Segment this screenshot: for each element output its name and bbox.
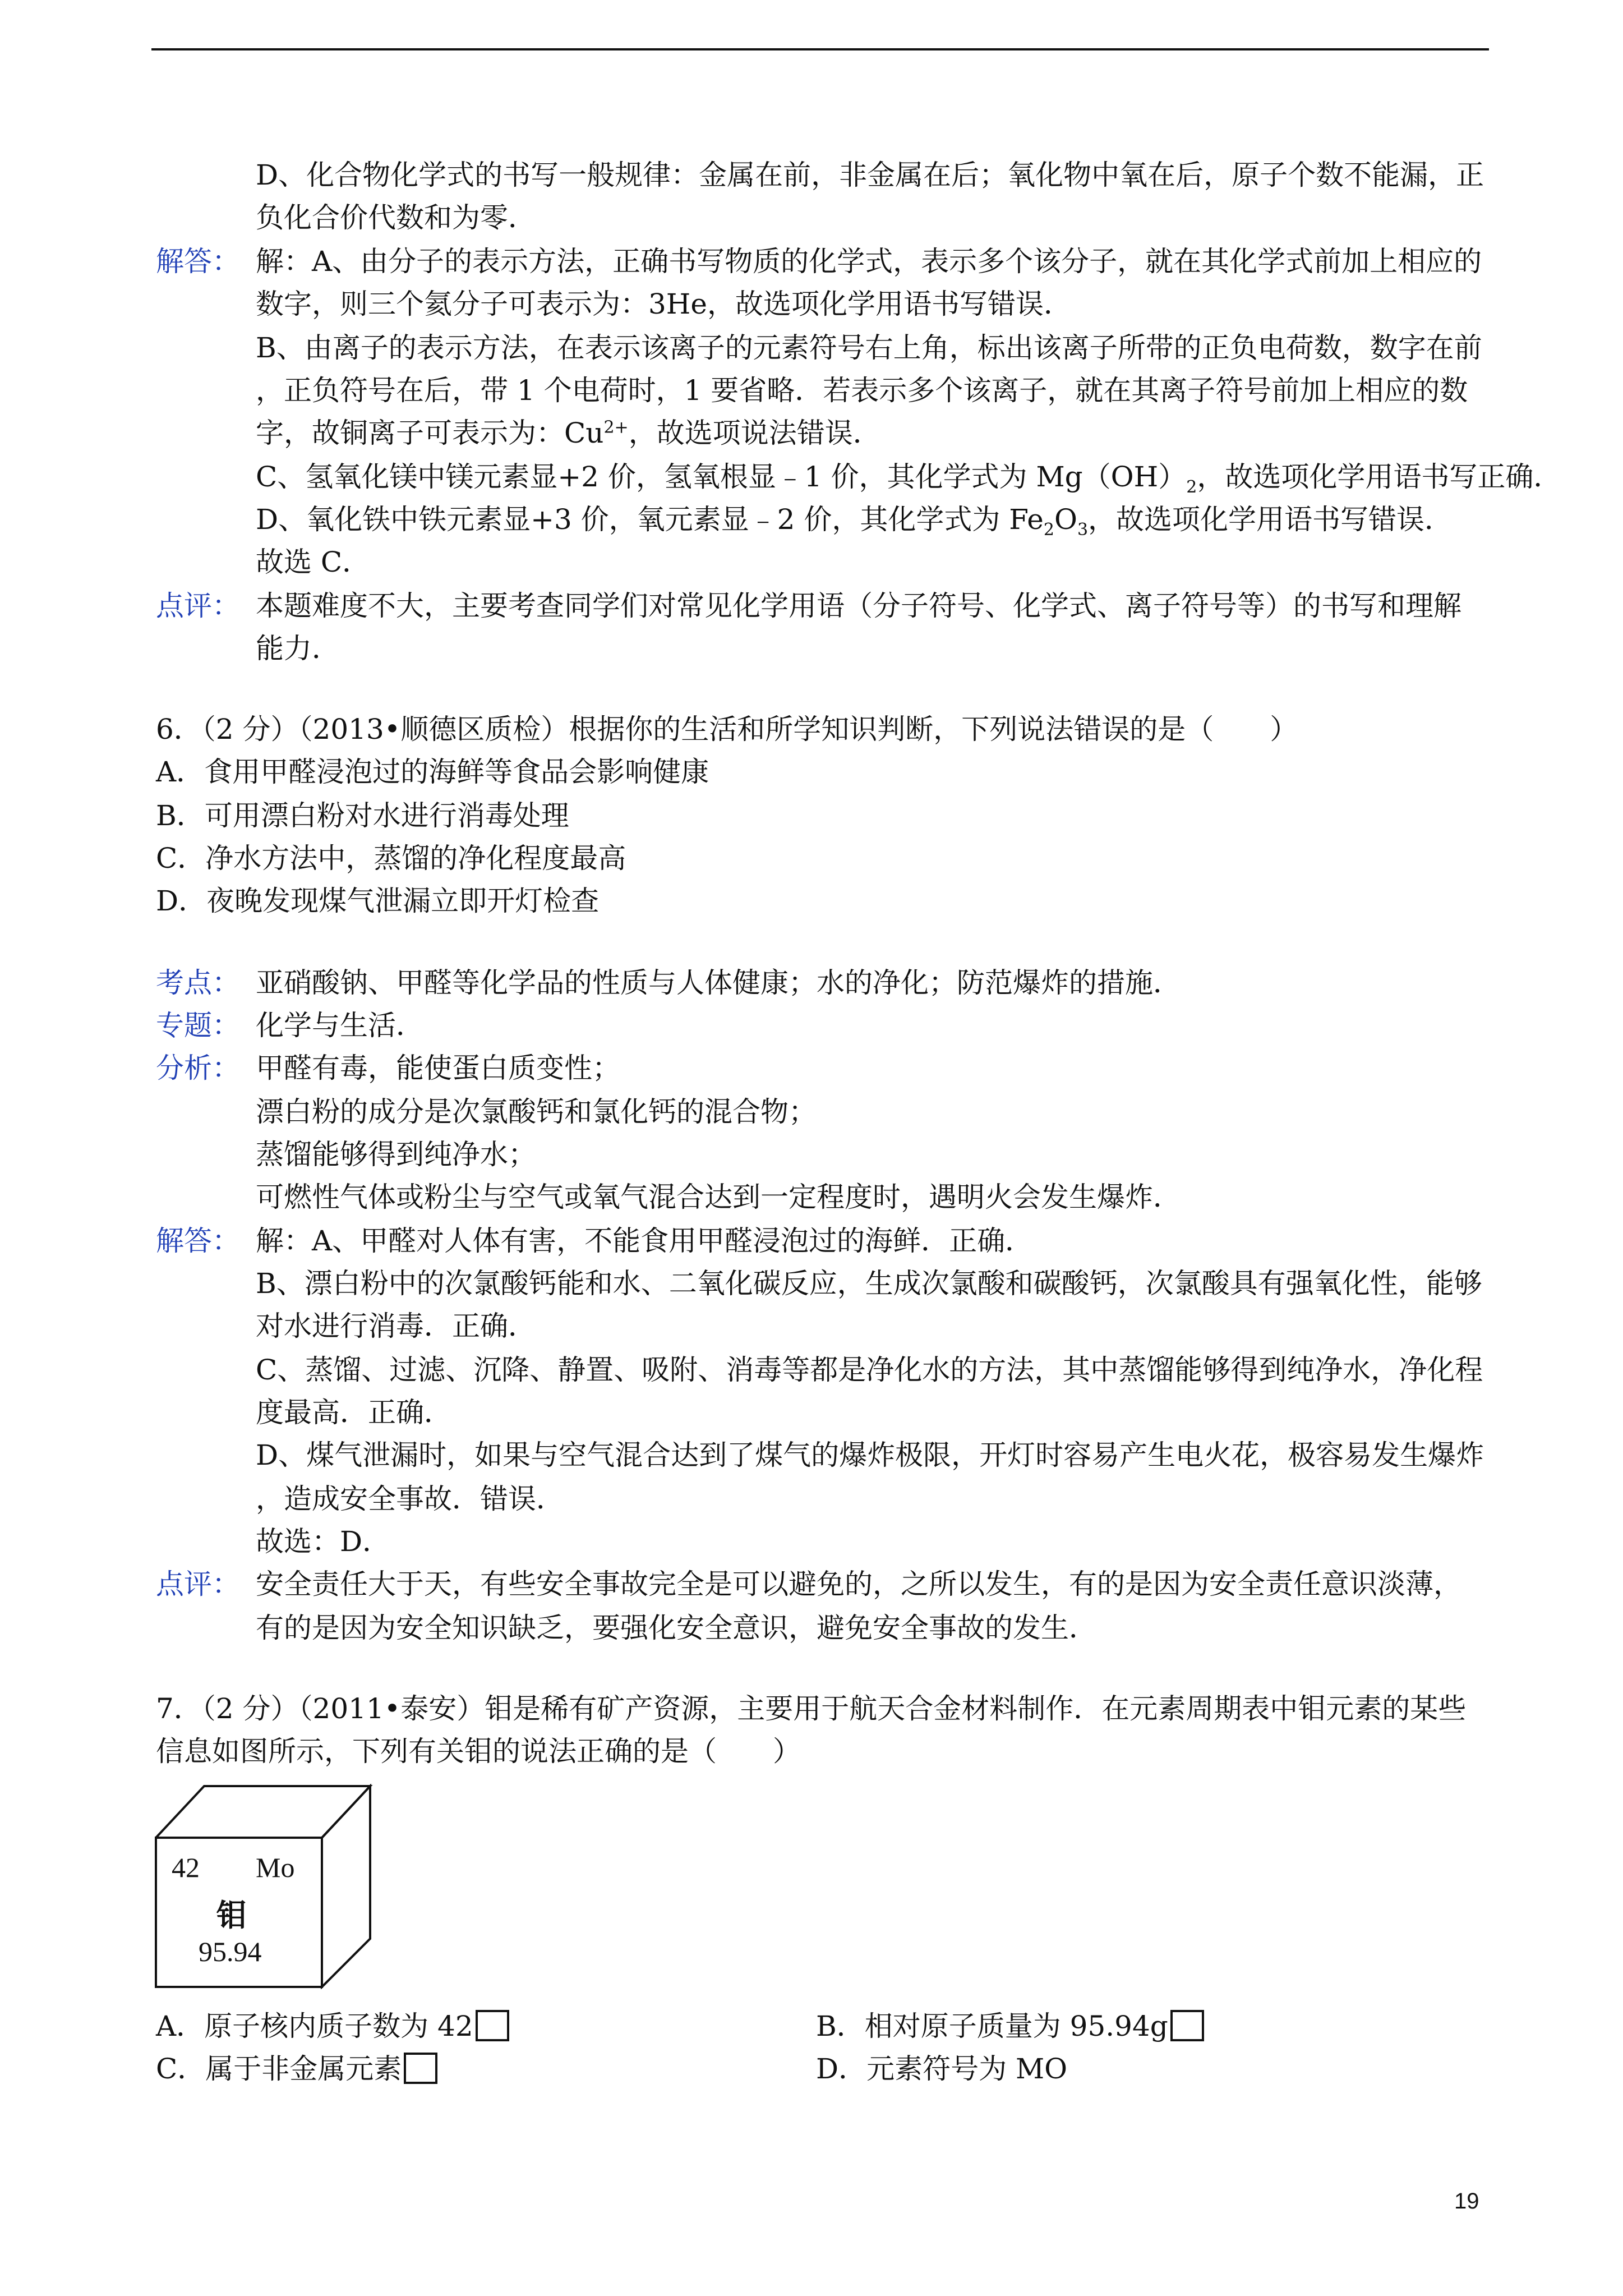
q6-zhuanti: 化学与生活．	[256, 1009, 424, 1042]
q6-fenxi-line-1: 甲醛有毒，能使蛋白质变性；	[256, 1052, 620, 1084]
q7-stem-line-2: 信息如图所示，下列有关钼的说法正确的是（ ）	[156, 1735, 801, 1768]
q7-option-c-answer-box	[404, 2053, 437, 2084]
q6-zhuanti-label: 专题：	[156, 1009, 240, 1042]
q6-dianping-line-2: 有的是因为安全知识缺乏，要强化安全意识，避免安全事故的发生．	[256, 1612, 1097, 1644]
q7-option-c: C．属于非金属元素	[156, 2052, 437, 2086]
q7-option-b: B．相对原子质量为 95.94g	[816, 2009, 1204, 2043]
analysis-d-line-2: 负化合价代数和为零．	[256, 201, 536, 234]
q6-jieda-line-1: 解：A、甲醛对人体有害，不能食用甲醛浸泡过的海鲜．正确．	[256, 1225, 1034, 1257]
comment-label: 点评：	[156, 590, 240, 622]
q6-fenxi-label: 分析：	[156, 1052, 240, 1084]
answer-label: 解答：	[156, 245, 240, 278]
answer-b-line-2: ，正负符号在后，带 1 个电荷时，1 要省略．若表示多个该离子，就在其离子符号前加上相应的数	[256, 374, 1468, 407]
answer-a-line-1: 解：A、由分子的表示方法，正确书写物质的化学式，表示多个该分子，就在其化学式前加上相应的	[256, 245, 1482, 278]
element-name: 钼	[216, 1898, 247, 1933]
q6-jieda-line-8: 故选：D．	[256, 1525, 391, 1558]
answer-b-line-3: 字，故铜离子可表示为：$Cu^{2+}$，故选项说法错误．	[256, 417, 881, 449]
q6-dianping-line-1: 安全责任大于天，有些安全事故完全是可以避免的，之所以发生，有的是因为安全责任意识淡薄，	[256, 1568, 1461, 1600]
comment-line-2: 能力．	[256, 632, 340, 665]
q6-jieda-line-3: 对水进行消毒．正确．	[256, 1310, 536, 1342]
q6-option-c: C．净水方法中，蒸馏的净化程度最高	[156, 842, 626, 875]
q7-option-a: A．原子核内质子数为 42	[156, 2009, 509, 2043]
q6-kaodian-label: 考点：	[156, 967, 240, 999]
answer-c-line: C、氢氧化镁中镁元素显+2 价，氢氧根显﹣1 价，其化学式为 $Mg(OH)_2$，故选项化学用语书写正确．	[256, 461, 1562, 497]
q6-dianping-label: 点评：	[156, 1568, 240, 1600]
answer-a-line-2: 数字，则三个氦分子可表示为：3He，故选项化学用语书写错误．	[256, 288, 1072, 320]
q6-option-b: B．可用漂白粉对水进行消毒处理	[156, 799, 569, 832]
element-atomic-mass: 95.94	[199, 1936, 262, 1967]
element-cube-outline	[155, 1784, 374, 1989]
element-tile-figure	[155, 1784, 374, 1989]
comment-line-1: 本题难度不大，主要考查同学们对常见化学用语（分子符号、化学式、离子符号等）的书写和理解	[256, 590, 1461, 622]
q6-option-a: A．食用甲醛浸泡过的海鲜等食品会影响健康	[156, 756, 709, 788]
q7-option-a-answer-box	[476, 2010, 509, 2041]
q6-fenxi-line-4: 可燃性气体或粉尘与空气或氧气混合达到一定程度时，遇明火会发生爆炸．	[256, 1181, 1181, 1213]
answer-d-line: D、氧化铁中铁元素显+3 价，氧元素显﹣2 价，其化学式为 $Fe_2O_3$，故选项化学用语书写错误．	[256, 503, 1453, 540]
element-atomic-number: 42	[172, 1852, 200, 1883]
q6-jieda-line-6: D、煤气泄漏时，如果与空气混合达到了煤气的爆炸极限，开灯时容易产生电火花，极容易发生爆炸	[256, 1439, 1484, 1471]
q6-option-d: D．夜晚发现煤气泄漏立即开灯检查	[156, 885, 600, 917]
answer-choice: 故选 C．	[256, 546, 371, 578]
q6-jieda-line-2: B、漂白粉中的次氯酸钙能和水、二氧化碳反应，生成次氯酸和碳酸钙，次氯酸具有强氧化性，能够	[256, 1267, 1482, 1300]
q7-option-d: D．元素符号为 MO	[816, 2053, 1068, 2085]
q6-jieda-label: 解答：	[156, 1225, 240, 1257]
q6-kaodian: 亚硝酸钠、甲醛等化学品的性质与人体健康；水的净化；防范爆炸的措施．	[256, 967, 1181, 999]
q7-option-b-answer-box	[1170, 2010, 1204, 2041]
q6-jieda-line-5: 度最高．正确．	[256, 1396, 452, 1429]
analysis-d-line-1: D、化合物化学式的书写一般规律：金属在前，非金属在后；氧化物中氧在后，原子个数不能漏，正	[256, 159, 1484, 191]
element-symbol: Mo	[256, 1852, 295, 1883]
page-number: 19	[1454, 2189, 1479, 2214]
q6-fenxi-line-3: 蒸馏能够得到纯净水；	[256, 1138, 536, 1171]
q6-jieda-line-7: ，造成安全事故．错误．	[256, 1483, 564, 1515]
header-rule	[151, 48, 1489, 50]
q6-stem: 6．（2 分）（2013•顺德区质检）根据你的生活和所学知识判断，下列说法错误的是（ ）	[156, 713, 1298, 746]
q7-stem-line-1: 7．（2 分）（2011•泰安）钼是稀有矿产资源，主要用于航天合金材料制作．在元素周期表中钼元素的某些	[156, 1692, 1467, 1725]
answer-b-line-1: B、由离子的表示方法，在表示该离子的元素符号右上角，标出该离子所带的正负电荷数，数字在前	[256, 332, 1482, 364]
q6-fenxi-line-2: 漂白粉的成分是次氯酸钙和氯化钙的混合物；	[256, 1096, 817, 1128]
q6-jieda-line-4: C、蒸馏、过滤、沉降、静置、吸附、消毒等都是净化水的方法，其中蒸馏能够得到纯净水，净化程	[256, 1354, 1483, 1386]
